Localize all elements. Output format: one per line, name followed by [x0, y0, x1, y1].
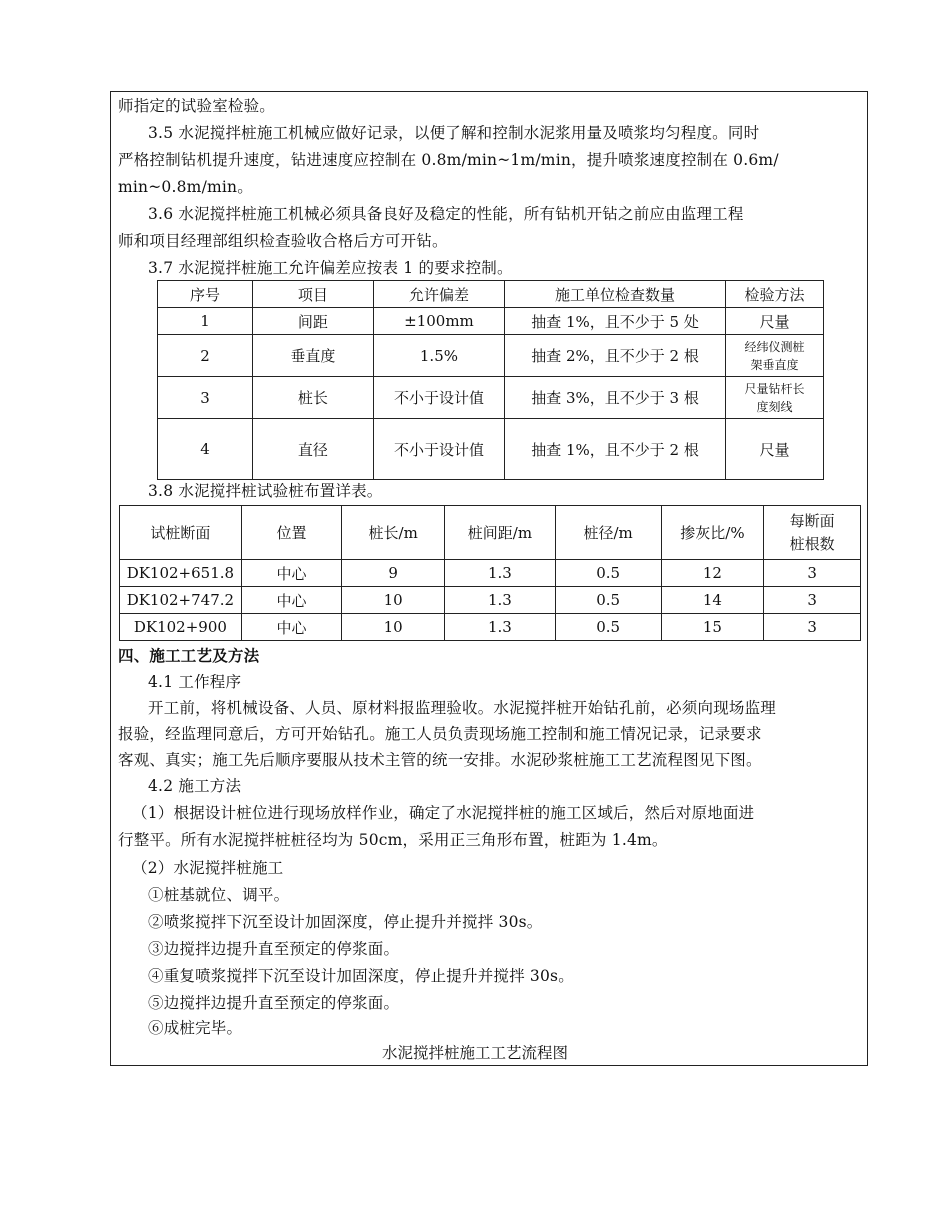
paragraph-line: 3.7 水泥搅拌桩施工允许偏差应按表 1 的要求控制。 — [148, 259, 513, 277]
table-header: 掺灰比/% — [661, 506, 764, 560]
paragraph-line: 师指定的试验室检验。 — [118, 97, 276, 115]
table-row — [158, 419, 824, 480]
table-cell: 中心 — [241, 614, 342, 641]
table-row — [120, 560, 861, 587]
paragraph-line: 报验，经监理同意后，方可开始钻孔。施工人员负责现场施工控制和施工情况记录，记录要求 — [118, 725, 762, 743]
cell-line: 度刻线 — [756, 399, 793, 414]
section-heading: 四、施工工艺及方法 — [118, 646, 260, 665]
table-cell: 不小于设计值 — [373, 419, 504, 480]
table-cell: DK102+900 — [120, 614, 242, 641]
table-cell: 中心 — [241, 560, 342, 587]
paragraph-line: 行整平。所有水泥搅拌桩桩径均为 50cm，采用正三角形布置，桩距为 1.4m。 — [118, 831, 668, 849]
table-cell: 中心 — [241, 587, 342, 614]
table-header: 位置 — [241, 506, 342, 560]
table-row — [158, 308, 824, 335]
table-header: 桩径/m — [555, 506, 661, 560]
table-row — [120, 614, 861, 641]
figure-caption: 水泥搅拌桩施工工艺流程图 — [381, 1044, 568, 1062]
header-line: 桩根数 — [789, 534, 835, 553]
table-header: 试桩断面 — [120, 506, 242, 560]
table-cell: 14 — [661, 587, 764, 614]
table-cell: 尺量 — [725, 419, 823, 480]
table-header: 桩间距/m — [445, 506, 556, 560]
table-cell: DK102+651.8 — [120, 560, 242, 587]
table-header: 桩长/m — [342, 506, 445, 560]
table-cell: 1.3 — [445, 560, 556, 587]
header-line: 每断面 — [789, 511, 835, 530]
paragraph-line: 3.6 水泥搅拌桩施工机械必须具备良好及稳定的性能，所有钻机开钻之前应由监理工程 — [148, 205, 744, 223]
table-header: 允许偏差 — [373, 281, 504, 308]
table-cell: 4 — [158, 419, 253, 480]
step-item: ⑥成桩完毕。 — [148, 1019, 243, 1037]
step-item: ①桩基就位、调平。 — [148, 886, 290, 904]
table-cell: 3 — [764, 614, 861, 641]
table-cell: 2 — [158, 335, 253, 377]
table-cell: 1.3 — [445, 614, 556, 641]
paragraph-line: 严格控制钻机提升速度，钻进速度应控制在 0.8m/min~1m/min，提升喷浆速度控制在 0.6m/ — [118, 151, 779, 169]
table-cell: 10 — [342, 614, 445, 641]
table-header: 检验方法 — [725, 281, 823, 308]
paragraph-line: 3.5 水泥搅拌桩施工机械应做好记录，以便了解和控制水泥浆用量及喷浆均匀程度。同时 — [148, 124, 760, 142]
table-header: 施工单位检查数量 — [505, 281, 726, 308]
paragraph-line: 开工前，将机械设备、人员、原材料报监理验收。水泥搅拌桩开始钻孔前，必须向现场监理 — [148, 699, 777, 717]
table-row — [158, 335, 824, 377]
table-cell: 3 — [158, 377, 253, 419]
paragraph-line: （2）水泥搅拌桩施工 — [132, 859, 284, 877]
cell-line: 经纬仪测桩 — [744, 339, 805, 354]
subsection-heading: 4.1 工作程序 — [148, 673, 242, 691]
tolerance-table — [157, 280, 824, 480]
table-cell: ±100mm — [373, 308, 504, 335]
table-cell: 抽查 1%，且不少于 5 处 — [505, 308, 726, 335]
table-cell: 1 — [158, 308, 253, 335]
table-cell: 抽查 3%，且不少于 3 根 — [505, 377, 726, 419]
table-cell: DK102+747.2 — [120, 587, 242, 614]
table-cell: 尺量 — [725, 308, 823, 335]
table-row — [120, 587, 861, 614]
table-cell: 15 — [661, 614, 764, 641]
table-cell: 10 — [342, 587, 445, 614]
cell-line: 尺量钻杆长 — [744, 381, 805, 396]
table-cell: 不小于设计值 — [373, 377, 504, 419]
test-pile-table — [119, 505, 861, 641]
step-item: ③边搅拌边提升直至预定的停浆面。 — [148, 940, 400, 958]
table-cell: 直径 — [253, 419, 374, 480]
step-item: ②喷浆搅拌下沉至设计加固深度，停止提升并搅拌 30s。 — [148, 913, 543, 931]
table-cell: 抽查 2%，且不少于 2 根 — [505, 335, 726, 377]
paragraph-line: 3.8 水泥搅拌桩试验桩布置详表。 — [148, 482, 383, 500]
paragraph-line: 师和项目经理部组织检查验收合格后方可开钻。 — [118, 232, 448, 250]
table-row — [158, 377, 824, 419]
table-cell — [725, 335, 823, 377]
step-item: ④重复喷浆搅拌下沉至设计加固深度，停止提升并搅拌 30s。 — [148, 967, 574, 985]
table-header: 序号 — [158, 281, 253, 308]
table-cell: 1.5% — [373, 335, 504, 377]
table-cell: 9 — [342, 560, 445, 587]
table-cell: 3 — [764, 560, 861, 587]
table-header: 项目 — [253, 281, 374, 308]
step-item: ⑤边搅拌边提升直至预定的停浆面。 — [148, 994, 400, 1012]
table-cell: 1.3 — [445, 587, 556, 614]
table-cell: 桩长 — [253, 377, 374, 419]
table-cell — [725, 377, 823, 419]
table-cell: 间距 — [253, 308, 374, 335]
table-cell: 垂直度 — [253, 335, 374, 377]
paragraph-line: min~0.8m/min。 — [118, 178, 253, 196]
paragraph-line: （1）根据设计桩位进行现场放样作业，确定了水泥搅拌桩的施工区域后，然后对原地面进 — [132, 804, 755, 822]
table-cell: 12 — [661, 560, 764, 587]
cell-line: 架垂直度 — [750, 357, 799, 372]
table-cell: 0.5 — [555, 614, 661, 641]
paragraph-line: 客观、真实；施工先后顺序要服从技术主管的统一安排。水泥砂浆桩施工工艺流程图见下图。 — [118, 751, 762, 769]
table-cell: 抽查 1%，且不少于 2 根 — [505, 419, 726, 480]
table-cell: 3 — [764, 587, 861, 614]
table-cell: 0.5 — [555, 587, 661, 614]
subsection-heading: 4.2 施工方法 — [148, 777, 242, 795]
table-cell: 0.5 — [555, 560, 661, 587]
table-header — [764, 506, 861, 560]
